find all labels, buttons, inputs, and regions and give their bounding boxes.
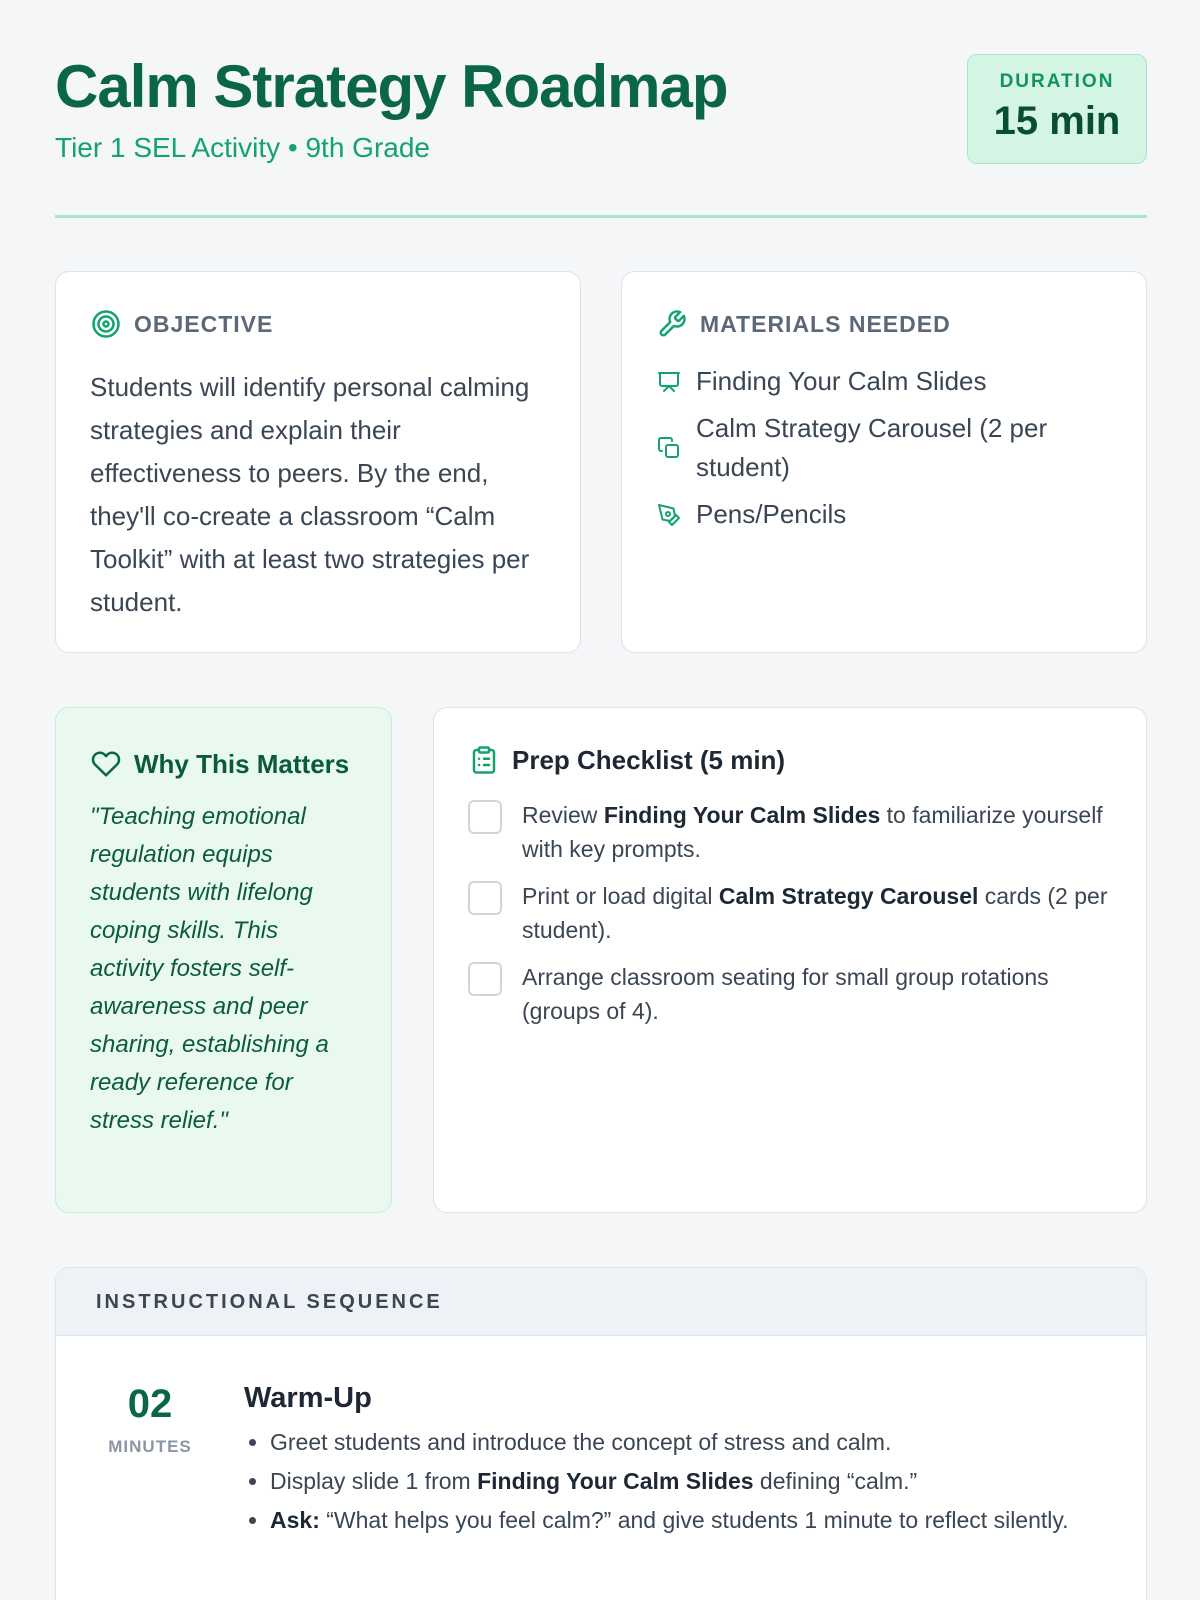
why-card <box>55 707 392 1213</box>
duration-label: DURATION <box>999 71 1115 92</box>
prep-checkbox[interactable] <box>468 881 502 915</box>
wrench-icon <box>656 308 688 340</box>
bullet-text-post: defining “calm.” <box>753 1468 918 1494</box>
prep-checkbox[interactable] <box>468 962 502 996</box>
step-bullet <box>270 1464 1104 1498</box>
objective-header <box>90 308 546 340</box>
step-bullets <box>270 1425 1104 1537</box>
page-title: Calm Strategy Roadmap <box>55 53 728 120</box>
prep-item <box>468 879 1112 947</box>
materials-list <box>656 362 1112 534</box>
copy-icon <box>656 435 682 461</box>
bullet-text-bold: Ask: <box>270 1507 320 1533</box>
heart-icon <box>90 748 122 780</box>
material-item <box>656 362 1112 401</box>
material-label: Calm Strategy Carousel (2 per student) <box>696 413 1048 482</box>
material-label: Finding Your Calm Slides <box>696 366 987 396</box>
presentation-icon <box>656 369 682 395</box>
sequence-heading: INSTRUCTIONAL SEQUENCE <box>56 1268 1146 1336</box>
sequence-step <box>56 1336 1146 1600</box>
page-subtitle: Tier 1 SEL Activity • 9th Grade <box>55 132 430 163</box>
prep-text-bold: Finding Your Calm Slides <box>603 802 881 828</box>
bullet-text-pre: Display slide 1 from <box>270 1468 478 1494</box>
step-minutes: 02 <box>127 1382 173 1426</box>
bullet-text-post: “What helps you feel calm?” and give students 1 minute to reflect silently. <box>319 1507 1069 1533</box>
prep-item-text <box>522 798 1112 866</box>
prep-header <box>468 744 1112 776</box>
step-body <box>244 1382 1104 1542</box>
material-item <box>656 495 1112 534</box>
prep-item <box>468 960 1112 1028</box>
duration-badge <box>967 54 1147 164</box>
step-bullet <box>270 1425 1104 1459</box>
step-bullet <box>270 1503 1104 1537</box>
why-header <box>90 744 357 784</box>
prep-heading: Prep Checklist (5 min) <box>512 744 786 775</box>
materials-header <box>656 308 1112 340</box>
objective-text: Students will identify personal calming strategies and explain their effectiveness to peers. By the end, they'll co-create a classroom “Calm Toolkit” with at least two strategies per student. <box>90 372 530 617</box>
materials-heading: MATERIALS NEEDED <box>700 310 951 337</box>
prep-item-text <box>522 879 1112 947</box>
prep-text-pre: Arrange classroom seating for small group rotations (groups of 4). <box>522 964 1049 1024</box>
prep-list <box>468 798 1112 1028</box>
lesson-page <box>55 0 1147 1533</box>
clipboard-icon <box>468 744 500 776</box>
materials-card <box>621 271 1147 653</box>
prep-item <box>468 798 1112 866</box>
step-title: Warm-Up <box>244 1382 372 1414</box>
step-duration <box>56 1382 244 1457</box>
instructional-sequence-card <box>55 1267 1147 1600</box>
prep-text-pre: Print or load digital <box>522 883 719 909</box>
material-label: Pens/Pencils <box>696 499 847 529</box>
pen-icon <box>656 502 682 528</box>
why-heading: Why This Matters <box>134 749 350 779</box>
prep-checkbox[interactable] <box>468 800 502 834</box>
objective-heading: OBJECTIVE <box>134 310 274 337</box>
why-quote: "Teaching emotional regulation equips students with lifelong coping skills. This activity fosters self-awareness and peer sharing, establishing a ready reference for stress relief." <box>90 803 329 1134</box>
step-minutes-unit: MINUTES <box>108 1437 192 1456</box>
page-header <box>55 0 1147 218</box>
bullet-text-bold: Finding Your Calm Slides <box>477 1468 754 1494</box>
target-icon <box>90 308 122 340</box>
prep-text-post: cards (2 per student). <box>522 883 1108 943</box>
prep-text-bold: Calm Strategy Carousel <box>718 883 979 909</box>
prep-item-text <box>522 960 1112 1028</box>
prep-text-post: to familiarize yourself with key prompts. <box>522 802 1103 862</box>
prep-checklist-card <box>433 707 1147 1213</box>
bullet-text-pre: Greet students and introduce the concept of stress and calm. <box>270 1429 892 1455</box>
material-item <box>656 409 1112 487</box>
prep-text-pre: Review <box>522 802 604 828</box>
objective-card <box>55 271 581 653</box>
duration-value: 15 min <box>993 99 1121 143</box>
